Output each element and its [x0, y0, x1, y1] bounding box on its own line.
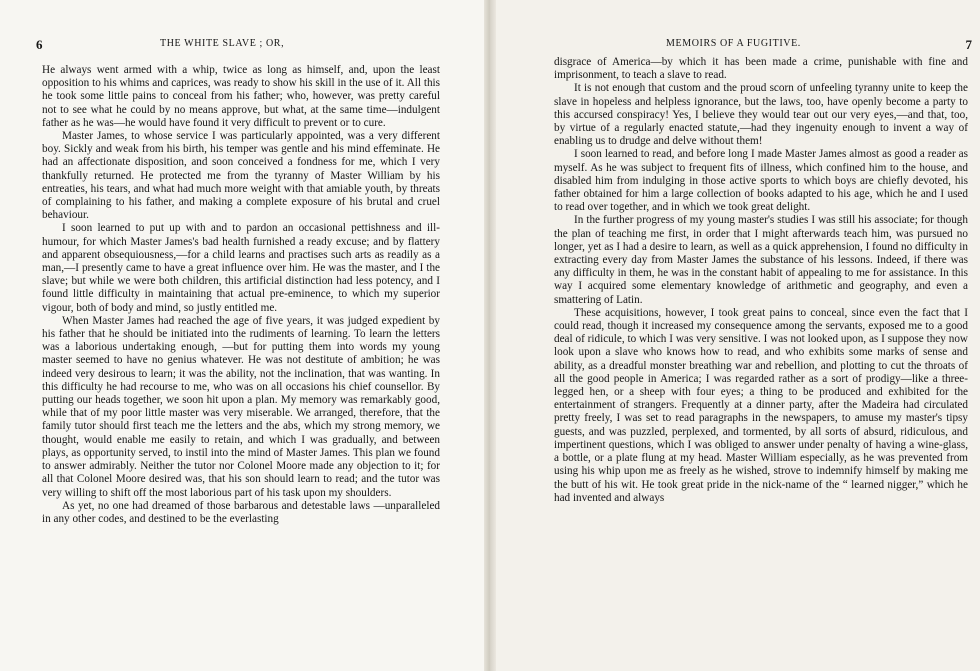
paragraph: When Master James had reached the age of five years, it was judged expedient by his father that he should be initiated into the rudiments of learning. To learn the letters was a laborious undertaking enough, —but for putting them into words my young master seemed to have no genius whatever. He was not destitute of ambition; he was indeed very desirous to learn; it was the ability, not the inclination, that was wanting. In this difficulty he had recourse to me, who was on all occasions his chief counsellor. By putting our heads together, we soon hit upon a plan. My memory was remarkably good, while that of my poor little master was very miserable. We arranged, therefore, that the family tutor should first teach me the letters and the abs, which my strong memory, we thought, would enable me easily to retain, and which I was gradually, and between plays, as opportunity served, to instil into the mind of Master James. This plan we found to answer admirably. Neither the tutor nor Colonel Moore made any objection to it; for all that Colonel Moore desired was, that his son should learn to read; and the tutor was very willing to shift off the most laborious part of his task upon my shoulders. [42, 314, 440, 499]
paragraph: In the further progress of my young master's studies I was still his associate; for though the plan of teaching me first, in order that I might afterwards teach him, was pursued no longer, yet as I had a desire to learn, as well as a quick apprehension, I found no difficulty in extracting every day from Master James the substance of his lessons. Indeed, if there was any difficulty in them, he was in the constant habit of appealing to me for assistance. In this way I acquired some elementary knowledge of arithmetic and geography, and even a smattering of Latin. [554, 214, 968, 306]
right-page [496, 0, 980, 671]
right-page-number: 7 [965, 37, 972, 52]
left-page-number: 6 [36, 37, 43, 52]
paragraph: As yet, no one had dreamed of those barbarous and detestable laws —unparalleled in any other codes, and destined to be the everlasting [42, 499, 440, 525]
paragraph: disgrace of America—by which it has been made a crime, punishable with fine and imprisonment, to teach a slave to read. [554, 56, 968, 82]
left-page [0, 0, 484, 671]
right-running-title: MEMOIRS OF A FUGITIVE. [666, 38, 801, 49]
left-running-title: THE WHITE SLAVE ; OR, [160, 38, 285, 49]
paragraph: I soon learned to read, and before long I made Master James almost as good a reader as myself. As he was subject to frequent fits of illness, which confined him to the house, and disabled him from indulging in those active sports to which boys are chiefly devoted, his father obtained for him a large collection of books adapted to his age, which he and I used to read over together, and in which we took great delight. [554, 148, 968, 214]
left-body-text [42, 64, 440, 526]
paragraph: He always went armed with a whip, twice as long as himself, and, upon the least opposition to his whims and caprices, was ready to show his skill in the use of it. All this he took some little pains to conceal from his father; who, however, was pretty careful not to see what he could by no means approve, but what, at the same time—indulgent father as he was—he would have found it very difficult to prevent or to cure. [42, 64, 440, 129]
paragraph: Master James, to whose service I was particularly appointed, was a very different boy. Sickly and weak from his birth, his temper was gentle and his mind effeminate. He had an affectionate disposition, and soon conceived a fondness for me, which I very thankfully returned. He protected me from the tyranny of Master William by his entreaties, his tears, and what had much more weight with that amiable youth, by threats of complaining to his father, and making a complete exposure of his brutal and cruel behaviour. [42, 130, 440, 222]
right-running-head [554, 37, 972, 51]
right-body-text [554, 56, 968, 505]
paragraph: These acquisitions, however, I took great pains to conceal, since even the fact that I could read, though it increased my consequence among the servants, exposed me to a good deal of ridicule, to which I was very sensitive. I was not looked upon, as I suppose they now look upon a slave who knows how to read, and who exhibits some marks of sense and ability, as a dreadful monster breathing war and rebellion, and plotting to cut the throats of all the good people in America; I was regarded rather as a sort of prodigy—like a three-legged hen, or a sheep with four eyes; a thing to be produced and exhibited for the entertainment of strangers. Frequently at a dinner party, after the Madeira had circulated pretty freely, I was set to read paragraphs in the newspapers, to amuse my master's tipsy guests, and was puzzled, perplexed, and tormented, by all sorts of absurd, ridiculous, and impertinent questions, which I was obliged to answer under penalty of having a wine-glass, a bottle, or a plate flung at my head. Master William especially, as he was prevented from using his whip upon me as freely as he wished, strove to indemnify himself by making me the butt of his wit. He took great pride in the nick-name of the “ learned nigger,” which he had invented and always [554, 306, 968, 504]
book-gutter [484, 0, 496, 671]
paragraph: I soon learned to put up with and to pardon an occasional pettishness and ill-humour, for which Master James's bad health furnished a ready excuse; and by flattery and apparent obsequiousness,—for a child learns and practises such arts as readily as a man,—I presently came to have a great influence over him. He was the master, and I the slave; but while we were both children, this artificial distinction had less potency, and I found little difficulty in maintaining that actual pre-eminence, to which my superior vigour, both of body and mind, so justly entitled me. [42, 222, 440, 314]
left-running-head [36, 37, 440, 51]
paragraph: It is not enough that custom and the proud scorn of unfeeling tyranny unite to keep the slave in hopeless and helpless ignorance, but the laws, too, have openly become a party to this accursed conspiracy! Yes, I believe they would tear out our very eyes,—and that, too, by virtue of a regularly enacted statute,—had they ingenuity enough to invent a way of enabling us to drudge and delve without them! [554, 82, 968, 148]
